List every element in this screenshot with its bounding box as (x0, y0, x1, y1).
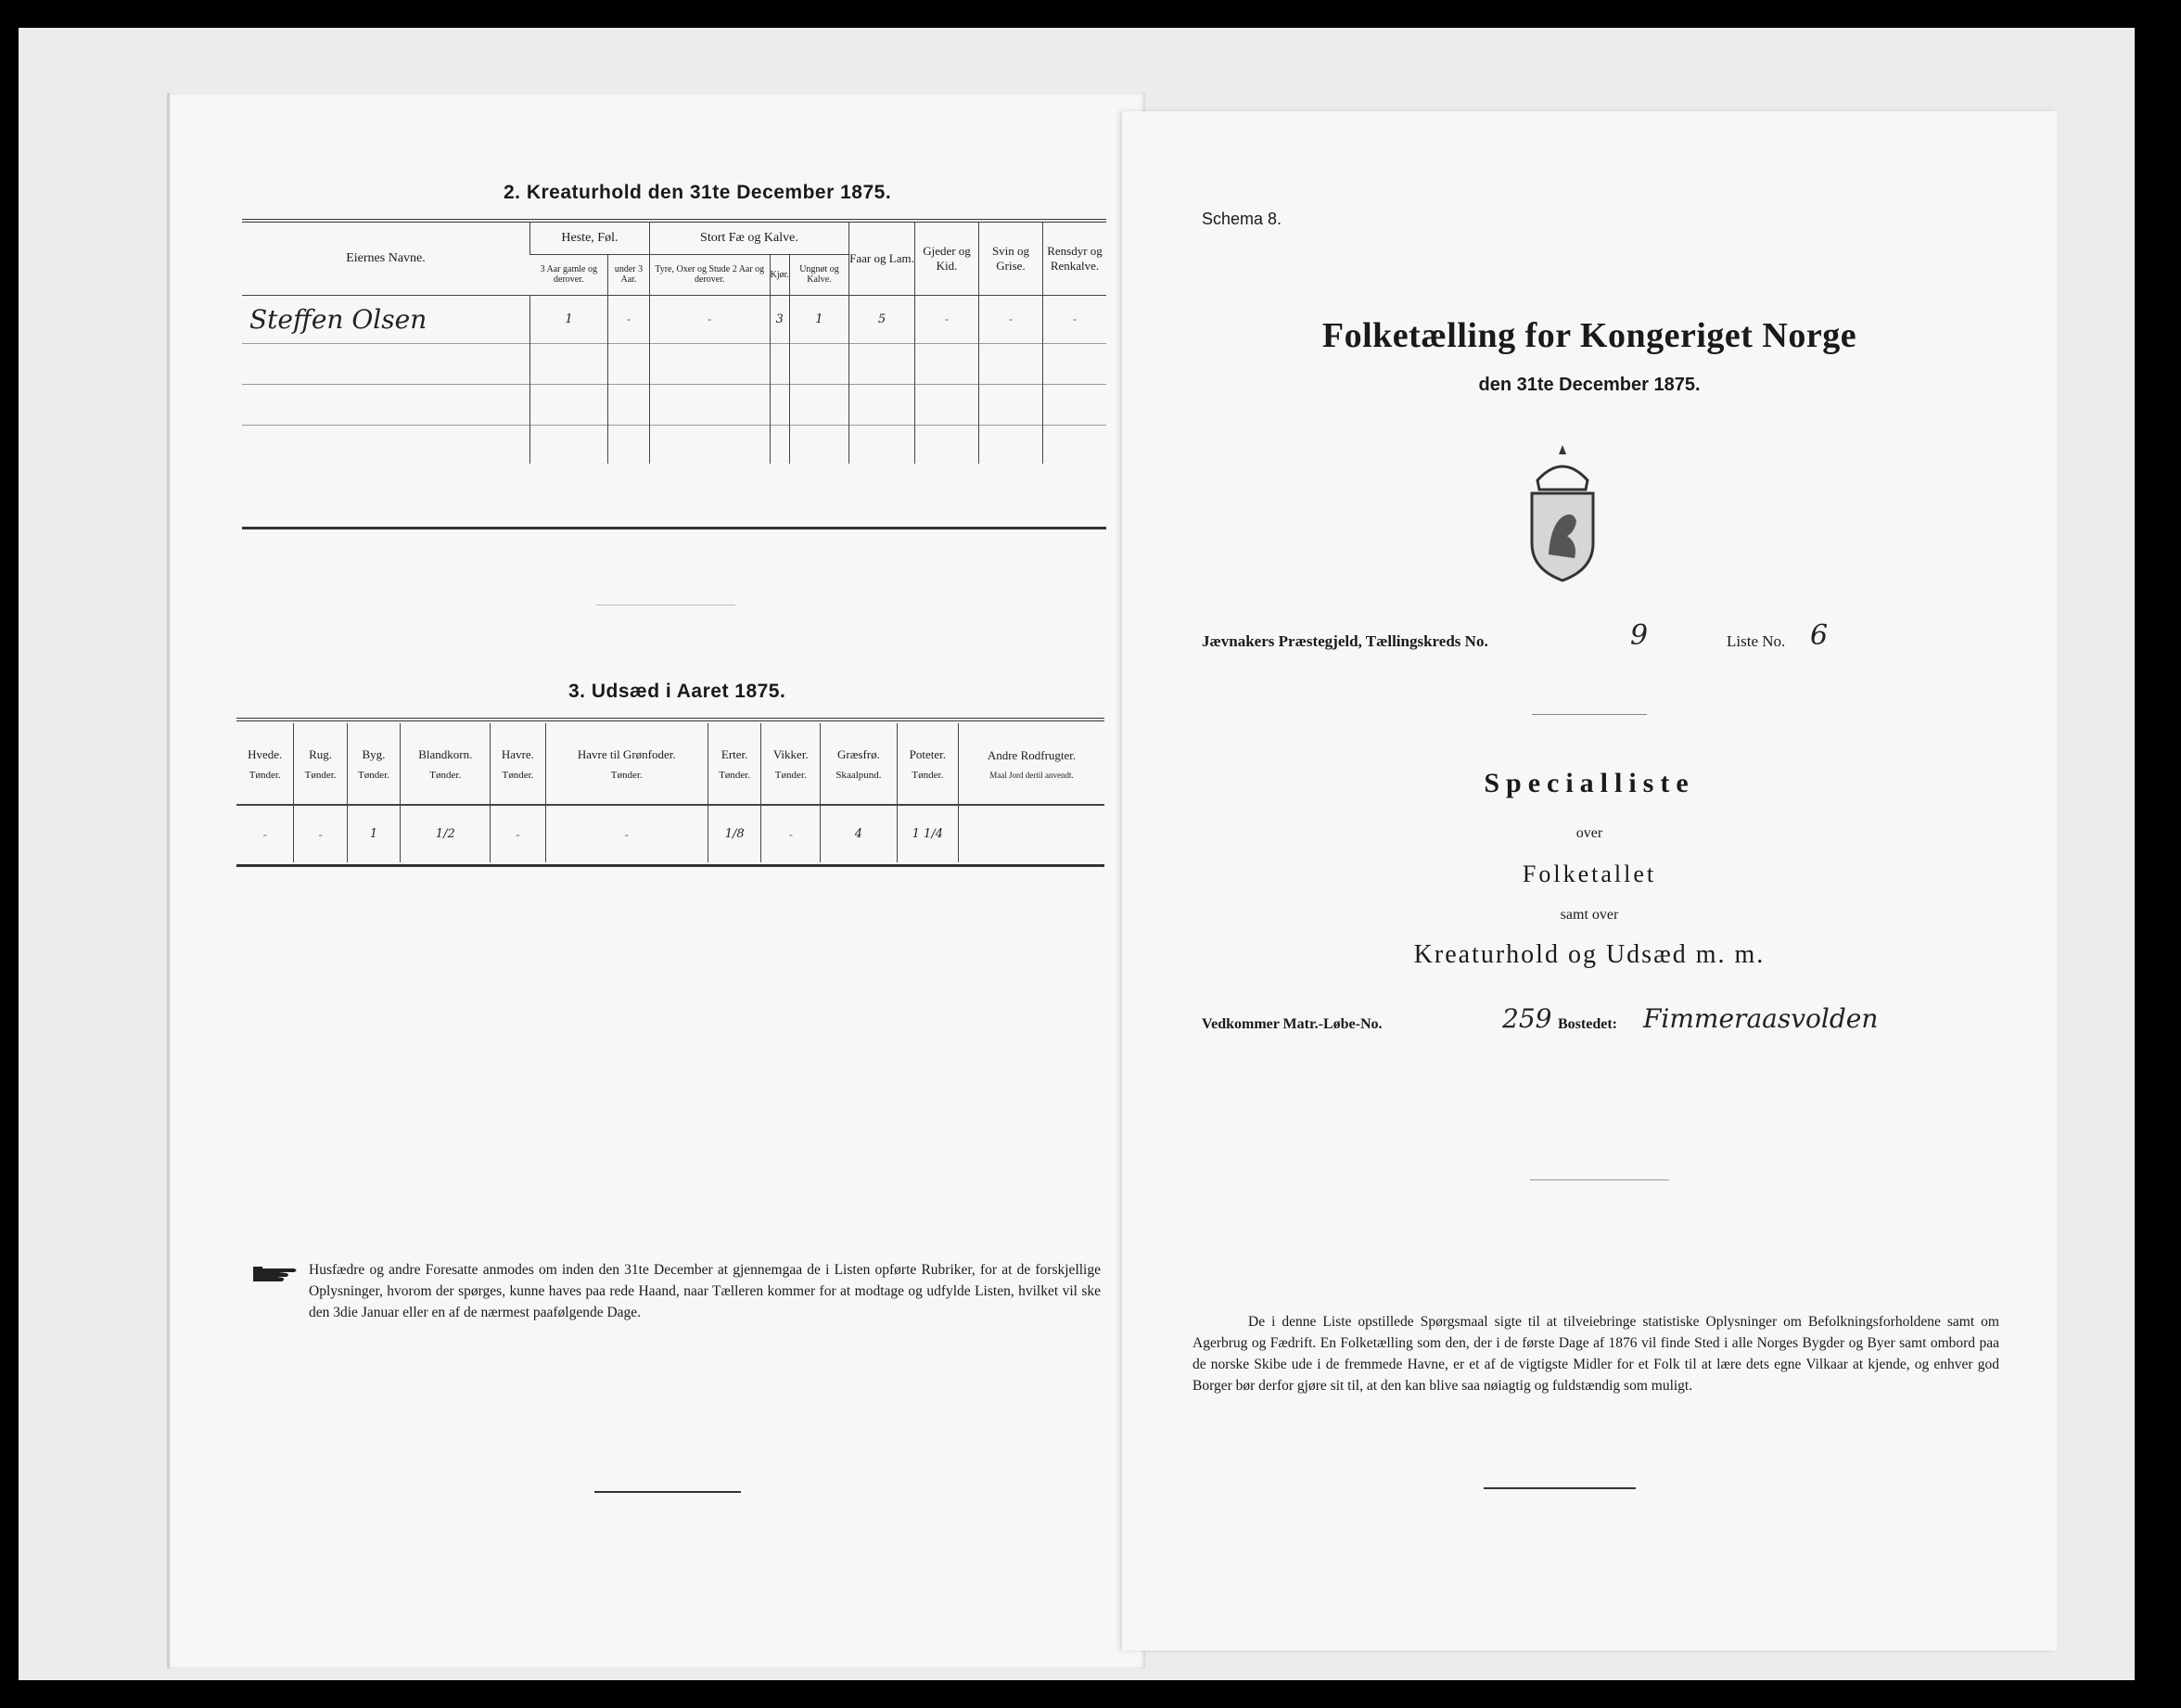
seed-header (958, 723, 1104, 805)
header-horses-sub1: 3 Aar gamle og derover. (530, 254, 608, 295)
seed-header-unit: Skaalpund. (835, 769, 882, 781)
samt-over-label: samt over (1560, 907, 1619, 923)
seed-value: 4 (821, 805, 897, 862)
seed-header-unit: Tønder. (249, 769, 281, 781)
divider (594, 1491, 741, 1493)
seed-header (401, 723, 491, 805)
bosted-label: Bostedet: (1558, 1016, 1617, 1032)
seed-header (821, 723, 897, 805)
rule (242, 527, 1106, 529)
seed-header (347, 723, 400, 805)
seed-value: 1 (347, 805, 400, 862)
seed-header (545, 723, 708, 805)
seed-value: - (761, 805, 821, 862)
livestock-value: 1 (530, 295, 608, 343)
kreaturhold-heading: Kreaturhold og Udsæd m. m. (1413, 940, 1766, 969)
table-row (242, 343, 1106, 384)
owner-name: Steffen Olsen (249, 303, 427, 335)
rule (236, 864, 1104, 867)
specialliste-heading: Specialliste (1484, 768, 1695, 798)
left-page (167, 93, 1145, 1669)
seed-table (236, 723, 1104, 862)
coat-of-arms-icon (1521, 443, 1604, 587)
seed-header-name: Vikker. (772, 746, 809, 761)
header-cattle: Stort Fæ og Kalve. (649, 223, 848, 254)
livestock-value: 3 (770, 295, 789, 343)
over-label: over (1575, 825, 1603, 841)
liste-number: 6 (1810, 619, 1829, 652)
header-reindeer: Rensdyr og Renkalve. (1043, 223, 1107, 295)
header-cattle-sub3: Ungnøt og Kalve. (789, 254, 848, 295)
header-cattle-sub2: Kjør. (770, 254, 789, 295)
seed-value: - (262, 826, 267, 841)
seed-header-name: Havre. (501, 746, 534, 761)
seed-header-unit: Tønder. (358, 769, 389, 781)
livestock-value: - (608, 295, 650, 343)
seed-header-name: Byg. (362, 746, 386, 761)
seed-header-name: Havre til Grønfoder. (577, 746, 676, 761)
seed-header-unit: Tønder. (774, 769, 807, 781)
seed-header-name: Andre Rodfrugter. (987, 747, 1077, 762)
table-row (242, 384, 1106, 425)
table-row (242, 295, 1106, 343)
seed-header-unit: Tønder. (304, 769, 337, 781)
seed-header (708, 723, 760, 805)
kreds-number: 9 (1630, 619, 1649, 652)
header-horses: Heste, Føl. (530, 223, 650, 254)
bosted-name: Fimmeraasvolden (1643, 1003, 1879, 1034)
right-page (1122, 111, 2057, 1651)
section2-title: 2. Kreaturhold den 31te December 1875. (504, 182, 892, 203)
rule (236, 718, 1104, 721)
livestock-value: - (979, 295, 1043, 343)
seed-header-name: Hvede. (248, 746, 283, 761)
seed-header (897, 723, 958, 805)
seed-value (958, 805, 1104, 862)
livestock-value: 5 (849, 295, 915, 343)
header-cattle-sub1: Tyre, Oxer og Stude 2 Aar og derover. (649, 254, 770, 295)
table-row (242, 425, 1106, 464)
seed-header (294, 723, 347, 805)
header-sheep: Faar og Lam. (849, 223, 915, 295)
folketallet-heading: Folketallet (1522, 860, 1657, 887)
livestock-value: - (1043, 295, 1107, 343)
seed-value: - (491, 805, 545, 862)
seed-header (761, 723, 821, 805)
header-horses-sub2: under 3 Aar. (608, 254, 650, 295)
main-date: den 31te December 1875. (1478, 375, 1701, 395)
liste-label: Liste No. (1727, 632, 1786, 650)
seed-header-unit: Tønder. (719, 769, 751, 781)
seed-value: 1/8 (708, 805, 760, 862)
main-title: Folketælling for Kongeriget Norge (1321, 316, 1857, 355)
seed-header-name: Erter. (721, 746, 748, 761)
seed-header-unit: Tønder. (502, 769, 534, 781)
seed-value: 1 1/4 (897, 805, 958, 862)
pointing-hand-icon (253, 1263, 300, 1290)
section3-title: 3. Udsæd i Aaret 1875. (568, 681, 786, 702)
livestock-value: - (915, 295, 979, 343)
header-owner: Eiernes Navne. (346, 250, 426, 265)
matr-label: Vedkommer Matr.-Løbe-No. (1202, 1016, 1383, 1032)
seed-value: - (294, 805, 347, 862)
seed-header (491, 723, 545, 805)
livestock-value: - (649, 295, 770, 343)
seed-header-name: Poteter. (909, 746, 946, 761)
livestock-value: 1 (789, 295, 848, 343)
seed-header-name: Rug. (309, 746, 333, 761)
schema-label: Schema 8. (1202, 210, 1282, 228)
divider (1530, 1179, 1669, 1180)
footer-text: De i denne Liste opstillede Spørgsmaal sigte til at tilveiebringe statistiske Oplysninger om Befolkningsforholdene samt om Agerbrug og Fædrift. En Folketælling som den, der i de første Dage af 1876 vil finde Sted i alle Norges Bygder og Byer samt ombord paa de norske Skibe ude i de fremmede Havne, er et af de vigtigste Midler for et Folk til at lære dets egne Vilkaar at kjende, og enhver god Borger bør derfor gjøre sit til, at den kan blive saa nøiagtig og fuldstændig som muligt. (1193, 1314, 1999, 1394)
seed-header-unit: Tønder. (912, 769, 944, 781)
table-row (236, 805, 1104, 862)
instruction-note: Husfædre og andre Foresatte anmodes om inden den 31te December at gjennemgaa de i Listen opførte Rubriker, for at de forskjellige Oplysninger, hvorom der spørges, kunne haves paa rede Haand, naar Tælleren kommer for at modtage og udfylde Listen, hvilket vil ske den 3die Januar eller en af de nærmest paafølgende Dage. (309, 1262, 1101, 1320)
seed-header-name: Blandkorn. (418, 746, 473, 761)
seed-value: 1/2 (401, 805, 491, 862)
seed-header-unit: Tønder. (610, 769, 643, 781)
header-goats: Gjeder og Kid. (915, 223, 979, 295)
divider (1484, 1487, 1636, 1489)
seed-value: - (545, 805, 708, 862)
seed-header (236, 723, 294, 805)
seed-header-unit: Tønder. (429, 769, 462, 781)
seed-header-name: Græsfrø. (837, 746, 880, 761)
livestock-table (242, 223, 1106, 464)
seed-header-unit: Maal Jord dertil anvendt. (989, 770, 1074, 780)
prestegjeld-label: Jævnakers Præstegjeld, Tællingskreds No. (1202, 632, 1488, 650)
header-pigs: Svin og Grise. (979, 223, 1043, 295)
divider (1532, 714, 1647, 715)
matr-number: 259 (1502, 1003, 1552, 1034)
